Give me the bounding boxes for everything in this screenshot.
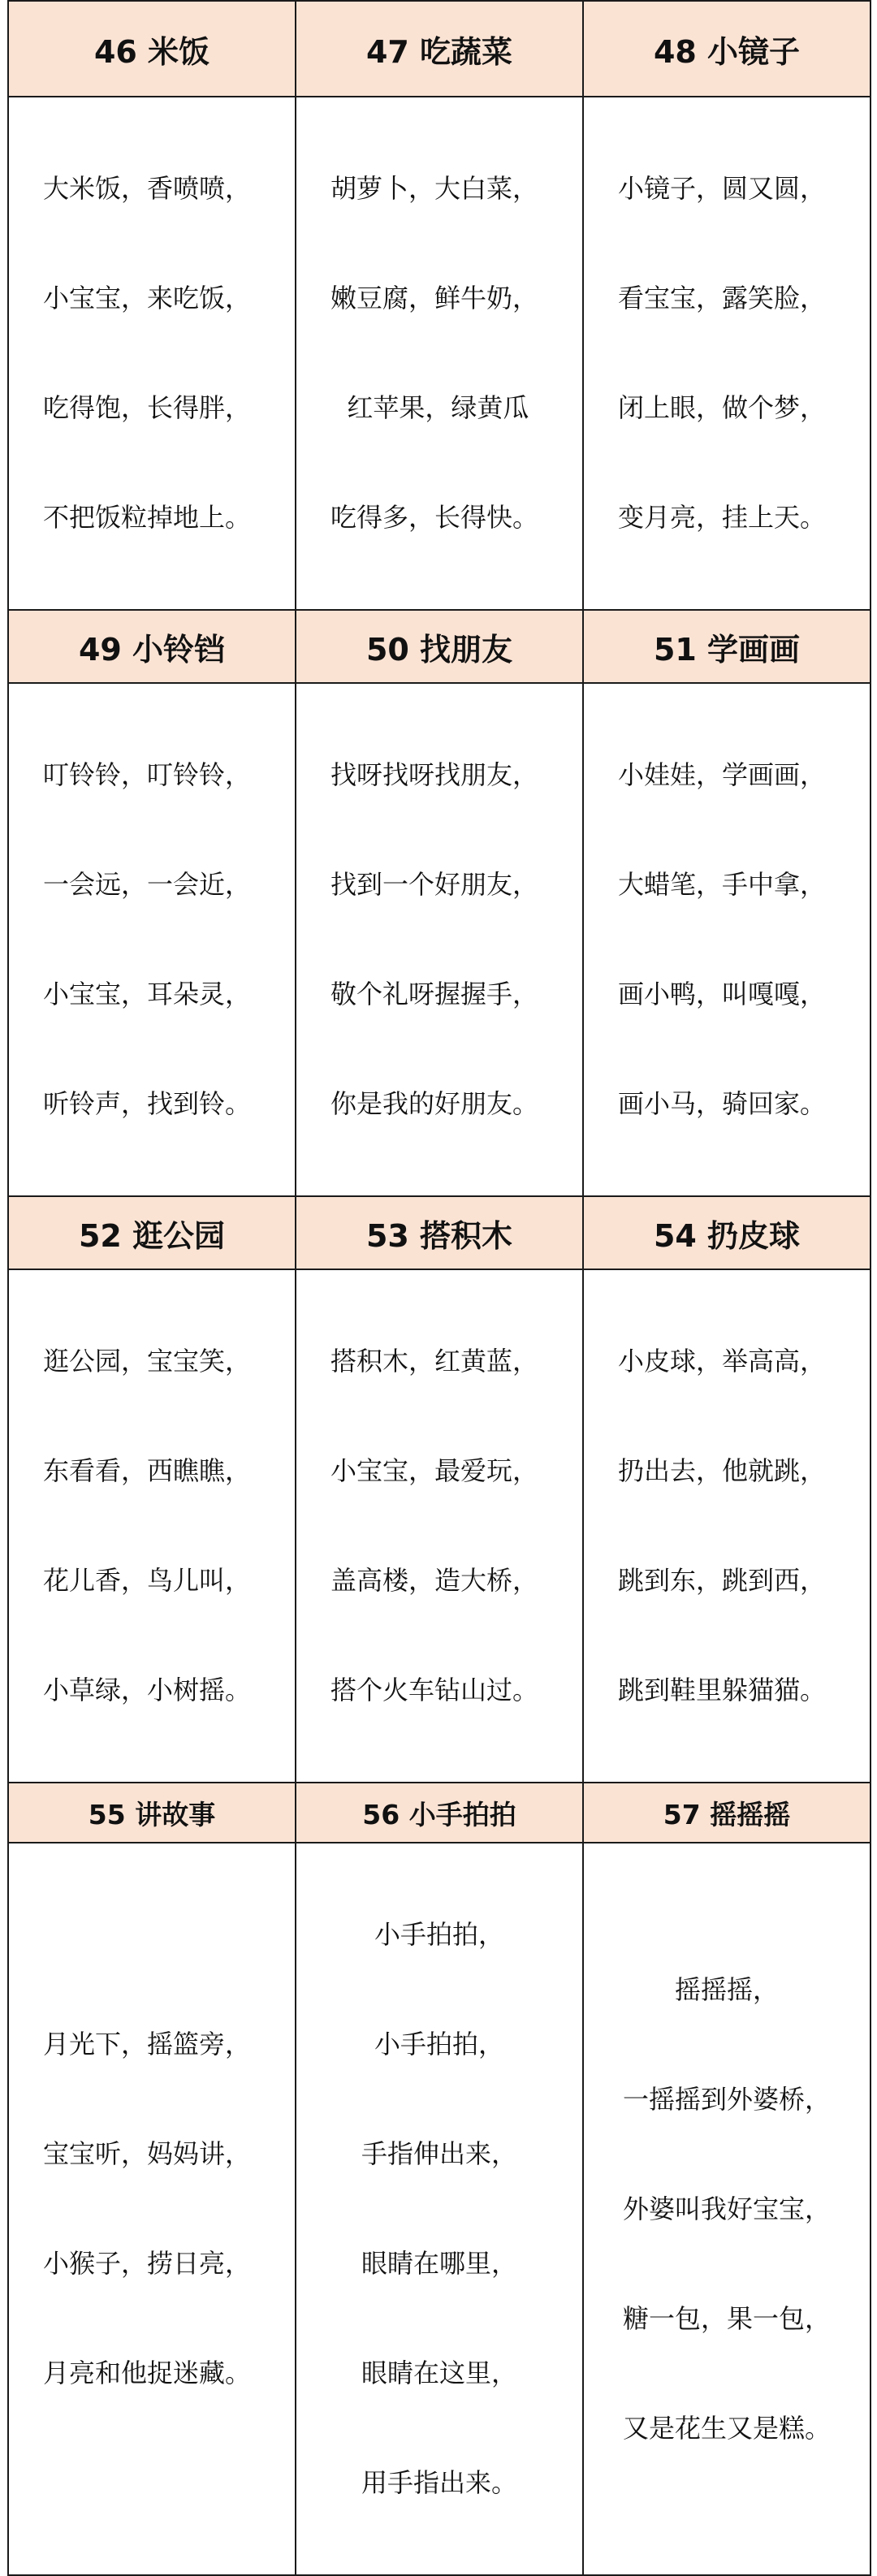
rhyme-lines bbox=[584, 1899, 870, 2520]
rhyme-line: 画小马，骑回家。 bbox=[618, 1088, 827, 1119]
rhyme-line: 一摇摇到外婆桥， bbox=[622, 2083, 831, 2115]
rhyme-line: 跳到鞋里躲猫猫。 bbox=[618, 1675, 827, 1705]
rhyme-title: 54 扔皮球 bbox=[583, 1196, 871, 1269]
rhyme-line: 小草绿，小树摇。 bbox=[43, 1675, 252, 1705]
rhyme-table bbox=[7, 0, 871, 2576]
rhyme-line: 月亮和他捉迷藏。 bbox=[43, 2358, 252, 2388]
rhyme-line: 听铃声，找到铃。 bbox=[43, 1088, 252, 1119]
rhyme-title: 51 学画画 bbox=[583, 610, 871, 683]
rhyme-line: 东看看，西瞧瞧， bbox=[43, 1455, 252, 1486]
rhyme-line: 变月亮，挂上天。 bbox=[618, 502, 827, 533]
rhyme-line: 摇摇摇， bbox=[674, 1973, 779, 2005]
rhyme-line: 你是我的好朋友。 bbox=[330, 1088, 539, 1119]
rhyme-lines bbox=[584, 1270, 870, 1782]
rhyme-line: 又是花生又是糕。 bbox=[622, 2412, 831, 2444]
rhyme-body bbox=[8, 683, 296, 1196]
rhyme-lines bbox=[296, 1843, 582, 2574]
rhyme-lines bbox=[9, 97, 295, 609]
rhyme-line: 跳到东，跳到西， bbox=[618, 1565, 827, 1596]
rhyme-line: 小猴子，捞日亮， bbox=[43, 2248, 252, 2279]
rhyme-title: 57 摇摇摇 bbox=[583, 1783, 871, 1843]
rhyme-lines bbox=[584, 97, 870, 609]
rhyme-title: 56 小手拍拍 bbox=[296, 1783, 583, 1843]
rhyme-line: 小宝宝，耳朵灵， bbox=[43, 979, 252, 1009]
rhyme-line: 眼睛在哪里， bbox=[361, 2248, 517, 2279]
rhyme-line: 搭个火车钻山过。 bbox=[330, 1675, 539, 1705]
rhyme-line: 小宝宝，最爱玩， bbox=[330, 1455, 539, 1486]
rhyme-body bbox=[583, 1843, 871, 2575]
rhyme-line: 眼睛在这里， bbox=[361, 2358, 517, 2388]
rhyme-lines bbox=[296, 684, 582, 1195]
rhyme-body bbox=[583, 97, 871, 610]
rhyme-line: 小娃娃，学画画， bbox=[618, 759, 827, 790]
rhyme-line: 小手拍拍， bbox=[374, 1919, 504, 1950]
rhyme-body bbox=[296, 97, 583, 610]
rhyme-line: 嫩豆腐，鲜牛奶， bbox=[330, 283, 539, 313]
rhyme-line: 不把饭粒掉地上。 bbox=[43, 502, 252, 533]
rhyme-line: 一会远，一会近， bbox=[43, 869, 252, 900]
rhyme-body bbox=[8, 97, 296, 610]
rhyme-title: 49 小铃铛 bbox=[8, 610, 296, 683]
rhyme-title: 52 逛公园 bbox=[8, 1196, 296, 1269]
rhyme-line: 宝宝听，妈妈讲， bbox=[43, 2138, 252, 2169]
rhyme-title: 50 找朋友 bbox=[296, 610, 583, 683]
rhyme-line: 盖高楼，造大桥， bbox=[330, 1565, 539, 1596]
rhyme-body bbox=[296, 1843, 583, 2575]
rhyme-lines bbox=[9, 1270, 295, 1782]
rhyme-line: 大米饭，香喷喷， bbox=[43, 173, 252, 204]
rhyme-line: 看宝宝，露笑脸， bbox=[618, 283, 827, 313]
rhyme-line: 叮铃铃，叮铃铃， bbox=[43, 759, 252, 790]
rhyme-title: 46 米饭 bbox=[8, 1, 296, 97]
rhyme-line: 糖一包，果一包， bbox=[622, 2302, 831, 2334]
rhyme-line: 小宝宝，来吃饭， bbox=[43, 283, 252, 313]
rhyme-line: 外婆叫我好宝宝， bbox=[622, 2193, 831, 2224]
rhyme-line: 逛公园，宝宝笑， bbox=[43, 1346, 252, 1377]
rhyme-line: 找到一个好朋友， bbox=[330, 869, 539, 900]
rhyme-title: 48 小镜子 bbox=[583, 1, 871, 97]
rhyme-line: 敬个礼呀握握手， bbox=[330, 979, 539, 1009]
rhyme-line: 找呀找呀找朋友， bbox=[330, 759, 539, 790]
rhyme-line: 画小鸭，叫嘎嘎， bbox=[618, 979, 827, 1009]
rhyme-sheet bbox=[7, 0, 870, 2498]
rhyme-line: 月光下，摇篮旁， bbox=[43, 2029, 252, 2060]
rhyme-line: 红苹果，绿黄瓜 bbox=[330, 392, 529, 423]
rhyme-line: 吃得多，长得快。 bbox=[330, 502, 539, 533]
rhyme-line: 胡萝卜，大白菜， bbox=[330, 173, 539, 204]
rhyme-line: 闭上眼，做个梦， bbox=[618, 392, 827, 423]
rhyme-line: 扔出去，他就跳， bbox=[618, 1455, 827, 1486]
rhyme-line: 小镜子，圆又圆， bbox=[618, 173, 827, 204]
rhyme-body bbox=[583, 683, 871, 1196]
rhyme-title: 47 吃蔬菜 bbox=[296, 1, 583, 97]
rhyme-line: 搭积木，红黄蓝， bbox=[330, 1346, 539, 1377]
rhyme-line: 小皮球，举高高， bbox=[618, 1346, 827, 1377]
rhyme-title: 53 搭积木 bbox=[296, 1196, 583, 1269]
rhyme-line: 用手指出来。 bbox=[361, 2467, 517, 2498]
rhyme-line: 大蜡笔，手中拿， bbox=[618, 869, 827, 900]
rhyme-body bbox=[8, 1843, 296, 2575]
rhyme-lines bbox=[296, 97, 582, 609]
rhyme-title: 55 讲故事 bbox=[8, 1783, 296, 1843]
rhyme-line: 小手拍拍， bbox=[374, 2029, 504, 2060]
rhyme-body bbox=[296, 683, 583, 1196]
rhyme-lines bbox=[584, 684, 870, 1195]
rhyme-line: 手指伸出来， bbox=[361, 2138, 517, 2169]
rhyme-lines bbox=[9, 684, 295, 1195]
rhyme-lines bbox=[296, 1270, 582, 1782]
rhyme-line: 吃得饱，长得胖， bbox=[43, 392, 252, 423]
rhyme-line: 花儿香，鸟儿叫， bbox=[43, 1565, 252, 1596]
rhyme-body bbox=[583, 1269, 871, 1783]
rhyme-lines bbox=[9, 1953, 295, 2465]
rhyme-body bbox=[8, 1269, 296, 1783]
rhyme-body bbox=[296, 1269, 583, 1783]
